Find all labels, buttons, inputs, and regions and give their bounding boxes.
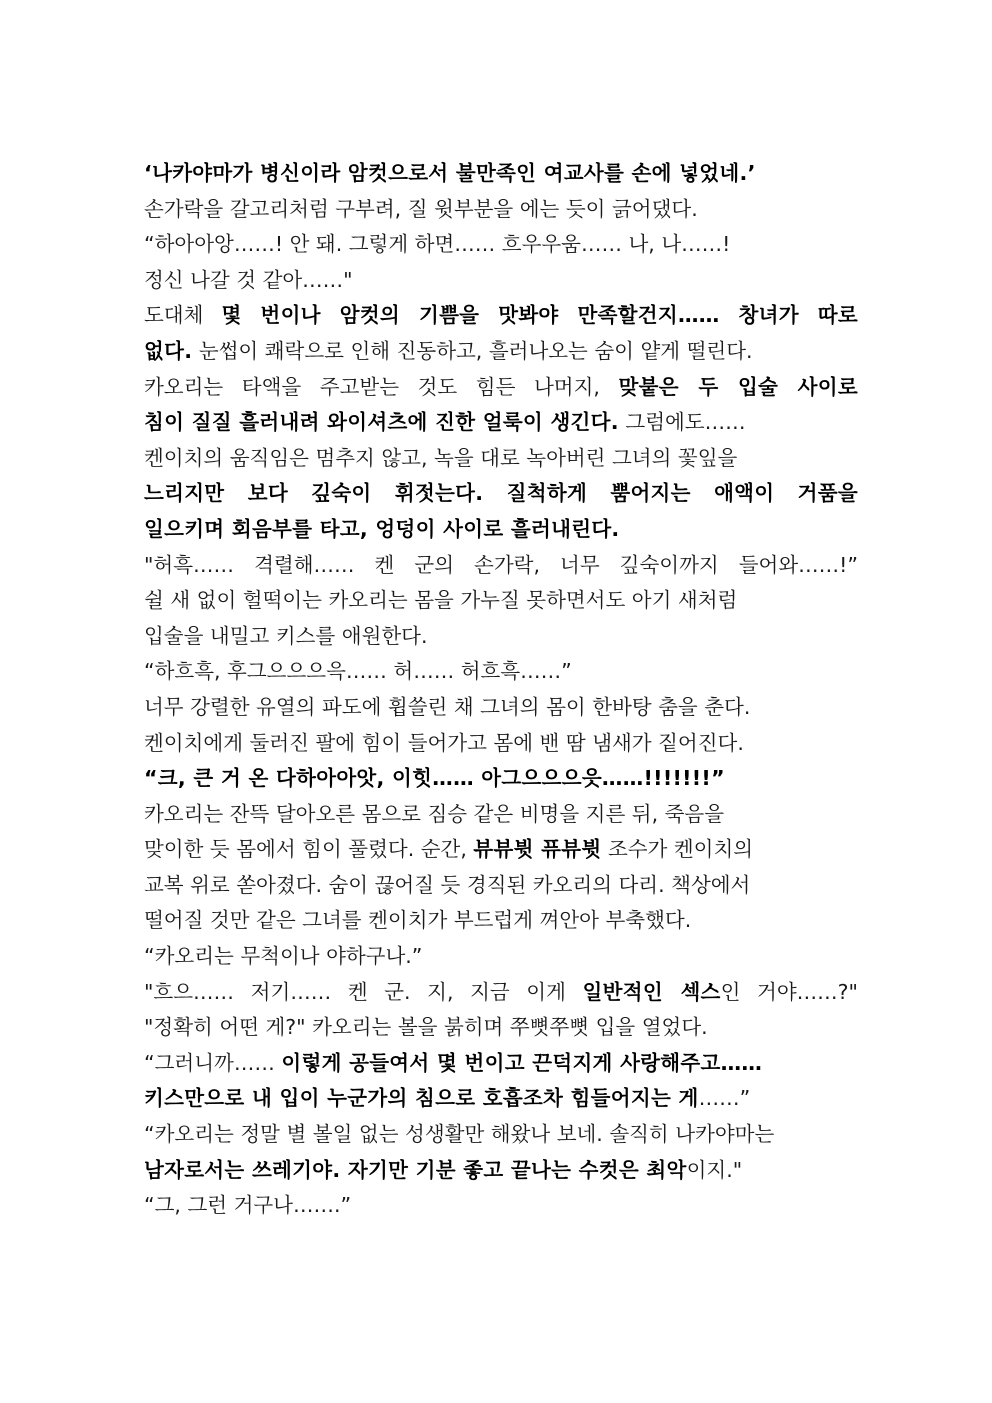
text-line <box>144 476 858 512</box>
text-line <box>144 583 858 619</box>
emphasized-text: 이렇게 공들여서 몇 번이고 끈덕지게 사랑해주고…… <box>281 1050 763 1075</box>
body-text: 인 거야……?" <box>720 979 858 1004</box>
text-line <box>144 405 858 441</box>
text-line <box>144 441 858 477</box>
text-line <box>144 298 858 334</box>
text-line <box>144 192 858 228</box>
body-text: ……” <box>698 1086 751 1111</box>
emphasized-text: 남자로서는 쓰레기야. 자기만 기분 좋고 끝나는 수컷은 최악 <box>144 1157 687 1182</box>
text-line <box>144 1117 858 1153</box>
text-line <box>144 868 858 904</box>
text-line <box>144 156 858 192</box>
body-text: 조수가 켄이치의 <box>601 837 754 862</box>
text-line <box>144 903 858 939</box>
body-text: "허흑…… 격렬해…… 켄 군의 손가락, 너무 깊숙이까지 들어와……!” <box>144 552 858 577</box>
emphasized-text: “크, 큰 거 온 다하아아앗, 이힛…… 아그으으으읏……!!!!!!!” <box>144 766 725 791</box>
document-body <box>144 156 858 1224</box>
body-text: 카오리는 잔뜩 달아오른 몸으로 짐승 같은 비명을 지른 뒤, 죽음을 <box>144 801 725 826</box>
body-text: 정신 나갈 것 같아……" <box>144 267 353 292</box>
body-text: 맞이한 듯 몸에서 힘이 풀렸다. 순간, <box>144 837 474 862</box>
emphasized-text: 침이 질질 흘러내려 와이셔츠에 진한 얼룩이 생긴다. <box>144 410 619 435</box>
body-text: 눈썹이 쾌락으로 인해 진동하고, 흘러나오는 숨이 얕게 떨린다. <box>192 338 753 363</box>
text-line <box>144 690 858 726</box>
body-text: 입술을 내밀고 키스를 애원한다. <box>144 623 428 648</box>
text-line <box>144 227 858 263</box>
text-line <box>144 548 858 584</box>
body-text: "정확히 어떤 게?" 카오리는 볼을 붉히며 쭈뼛쭈뼛 입을 열었다. <box>144 1015 708 1040</box>
text-line <box>144 1010 858 1046</box>
text-line <box>144 619 858 655</box>
body-text: “하흐흑, 후그으으으윽…… 허…… 허흐흑……” <box>144 659 572 684</box>
text-line <box>144 263 858 299</box>
text-line <box>144 1081 858 1117</box>
text-line <box>144 975 858 1011</box>
emphasized-text: 몇 번이나 암컷의 기쁨을 맛봐야 만족할건지…… 창녀가 따로 <box>221 303 858 328</box>
body-text: 너무 강렬한 유열의 파도에 휩쓸린 채 그녀의 몸이 한바탕 춤을 춘다. <box>144 694 751 719</box>
emphasized-text: 느리지만 보다 깊숙이 휘젓는다. 질척하게 뿜어지는 애액이 거품을 <box>144 481 858 506</box>
text-line <box>144 334 858 370</box>
body-text: 도대체 <box>144 303 222 328</box>
body-text: "흐으…… 저기…… 켄 군. 지, 지금 이게 <box>144 979 583 1004</box>
body-text: 카오리는 타액을 주고받는 것도 힘든 나머지, <box>144 374 619 399</box>
body-text: 떨어질 것만 같은 그녀를 켄이치가 부드럽게 껴안아 부축했다. <box>144 908 692 933</box>
body-text: 켄이치에게 둘러진 팔에 힘이 들어가고 몸에 밴 땀 냄새가 짙어진다. <box>144 730 744 755</box>
body-text: 이지." <box>686 1157 743 1182</box>
text-line <box>144 761 858 797</box>
text-line <box>144 370 858 406</box>
body-text: 교복 위로 쏟아졌다. 숨이 끊어질 듯 경직된 카오리의 다리. 책상에서 <box>144 872 751 897</box>
text-line <box>144 726 858 762</box>
text-line <box>144 832 858 868</box>
body-text: 켄이치의 움직임은 멈추지 않고, 녹을 대로 녹아버린 그녀의 꽃잎을 <box>144 445 738 470</box>
body-text: “그러니까…… <box>144 1050 282 1075</box>
emphasized-text: ‘나카야마가 병신이라 암컷으로서 불만족인 여교사를 손에 넣었네.’ <box>144 161 756 185</box>
emphasized-text: 키스만으로 내 입이 누군가의 침으로 호흡조차 힘들어지는 게 <box>144 1086 699 1111</box>
body-text: “카오리는 무척이나 야하구나.” <box>144 944 423 969</box>
text-line <box>144 654 858 690</box>
text-line <box>144 797 858 833</box>
text-line <box>144 1046 858 1082</box>
emphasized-text: 없다. <box>144 338 193 363</box>
body-text: 손가락을 갈고리처럼 구부려, 질 윗부분을 에는 듯이 긁어댔다. <box>144 196 698 221</box>
emphasized-text: 맞붙은 두 입술 사이로 <box>618 374 858 399</box>
emphasized-text: 일반적인 섹스 <box>582 979 721 1004</box>
text-line <box>144 1153 858 1189</box>
text-line <box>144 1188 858 1224</box>
body-text: “카오리는 정말 별 볼일 없는 성생활만 해왔나 보네. 솔직히 나카야마는 <box>144 1122 775 1147</box>
text-line <box>144 512 858 548</box>
emphasized-text: 뷰뷰뷧 퓨뷰뷧 <box>473 837 602 862</box>
emphasized-text: 일으키며 회음부를 타고, 엉덩이 사이로 흘러내린다. <box>144 516 620 541</box>
body-text: 쉴 새 없이 헐떡이는 카오리는 몸을 가누질 못하면서도 아기 새처럼 <box>144 588 738 613</box>
body-text: “그, 그런 거구나…….” <box>144 1193 352 1218</box>
body-text: 그럼에도…… <box>618 410 746 435</box>
body-text: “하아아앙……! 안 돼. 그렇게 하면…… 흐우우움…… 나, 나……! <box>144 232 731 257</box>
text-line <box>144 939 858 975</box>
